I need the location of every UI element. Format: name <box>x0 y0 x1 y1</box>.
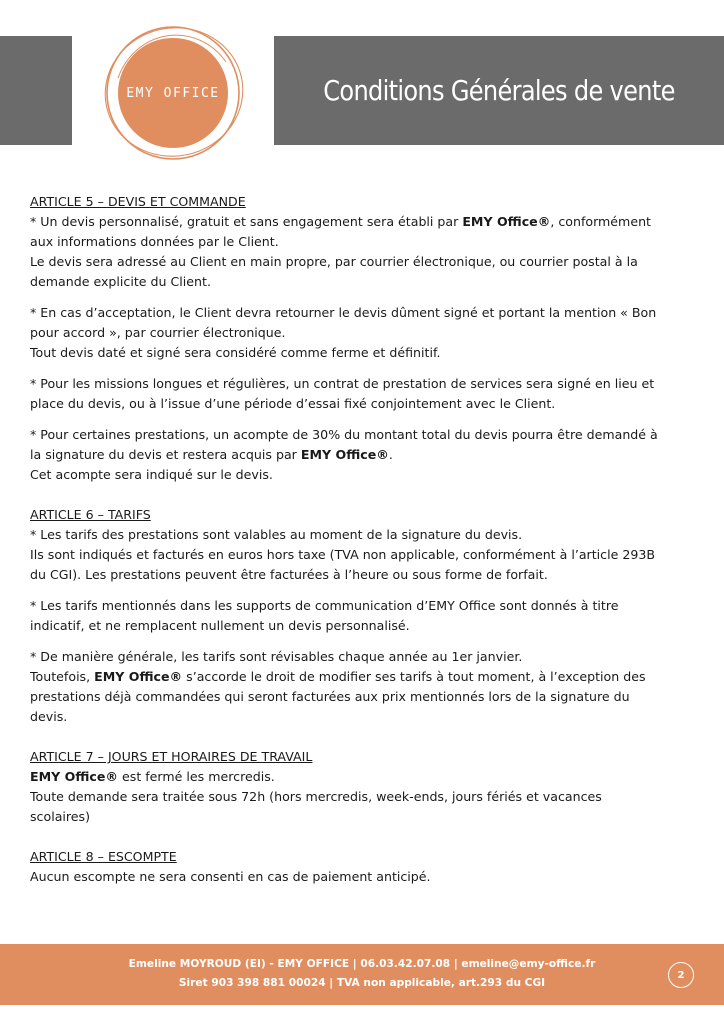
article-paragraph <box>30 374 698 414</box>
text-segment: demande explicite du Client. <box>30 274 211 289</box>
text-segment: * De manière générale, les tarifs sont révisables chaque année au 1er janvier. <box>30 649 523 664</box>
text-line <box>30 425 698 445</box>
text-segment: est fermé les mercredis. <box>118 769 275 784</box>
brand-name: EMY Office® <box>462 214 551 229</box>
text-line <box>30 303 698 323</box>
text-segment: du CGI). Les prestations peuvent être facturées à l’heure ou sous forme de forfait. <box>30 567 548 582</box>
text-segment: indicatif, et ne remplacent nullement un devis personnalisé. <box>30 618 410 633</box>
article-paragraph <box>30 596 698 636</box>
text-line <box>30 807 698 827</box>
text-line <box>30 687 698 707</box>
text-segment: devis. <box>30 709 68 724</box>
text-line <box>30 272 698 292</box>
article-section <box>30 192 698 485</box>
text-line <box>30 374 698 394</box>
text-segment: Toute demande sera traitée sous 72h (hors mercredis, week-ends, jours fériés et vacances <box>30 789 602 804</box>
text-segment: . <box>388 447 393 462</box>
article-paragraph <box>30 525 698 585</box>
article-title: ARTICLE 8 – ESCOMPTE <box>30 849 177 864</box>
text-segment: Ils sont indiqués et facturés en euros hors taxe (TVA non applicable, conformément à l’article 293B <box>30 547 656 562</box>
text-line <box>30 867 698 887</box>
text-line <box>30 565 698 585</box>
article-paragraph <box>30 425 698 485</box>
text-segment: pour accord », par courrier électronique. <box>30 325 286 340</box>
text-line <box>30 616 698 636</box>
article-paragraph <box>30 303 698 363</box>
text-line <box>30 525 698 545</box>
article-paragraph <box>30 767 698 827</box>
text-line <box>30 394 698 414</box>
text-segment: * Un devis personnalisé, gratuit et sans engagement sera établi par <box>30 214 463 229</box>
brand-name: EMY Office® <box>300 447 389 462</box>
footer-legal-line: Siret 903 398 881 00024 | TVA non applicable, art.293 du CGI <box>178 977 546 989</box>
text-segment: s’accorde le droit de modifier ses tarifs à tout moment, à l’exception des <box>182 669 646 684</box>
brand-name: EMY Office® <box>94 669 183 684</box>
article-title: ARTICLE 5 – DEVIS ET COMMANDE <box>30 194 246 209</box>
text-segment: Aucun escompte ne sera consenti en cas de paiement anticipé. <box>30 869 431 884</box>
document-title: Conditions Générales de vente <box>323 74 675 107</box>
text-segment: * En cas d’acceptation, le Client devra retourner le devis dûment signé et portant la mention « Bon <box>30 305 657 320</box>
brand-name: EMY Office® <box>30 769 118 784</box>
text-segment: place du devis, ou à l’issue d’une période d’essai fixé conjointement avec le Client. <box>30 396 556 411</box>
document-body <box>30 192 698 907</box>
text-line <box>30 212 698 232</box>
text-line <box>30 787 698 807</box>
text-line <box>30 252 698 272</box>
text-line <box>30 323 698 343</box>
logo <box>98 18 248 168</box>
text-segment: * Pour certaines prestations, un acompte de 30% du montant total du devis pourra être demandé à <box>30 427 658 442</box>
text-segment: scolaires) <box>30 809 91 824</box>
text-line <box>30 232 698 252</box>
text-segment: Toutefois, <box>30 669 95 684</box>
text-line <box>30 647 698 667</box>
text-line <box>30 707 698 727</box>
text-line <box>30 343 698 363</box>
article-section <box>30 505 698 727</box>
footer-text <box>0 955 724 993</box>
text-segment: , conformément <box>550 214 651 229</box>
article-paragraph <box>30 647 698 727</box>
text-line <box>30 445 698 465</box>
text-line <box>30 465 698 485</box>
article-title: ARTICLE 7 – JOURS ET HORAIRES DE TRAVAIL <box>30 749 313 764</box>
text-segment: * Pour les missions longues et régulières, un contrat de prestation de services sera signé en lieu et <box>30 376 655 391</box>
page-number: 2 <box>668 962 694 988</box>
text-segment: Cet acompte sera indiqué sur le devis. <box>30 467 273 482</box>
footer-contact-line: Emeline MOYROUD (EI) - EMY OFFICE | 06.03.42.07.08 | emeline@emy-office.fr <box>128 958 596 970</box>
text-segment: * Les tarifs mentionnés dans les supports de communication d’EMY Office sont donnés à titre <box>30 598 619 613</box>
text-line <box>30 767 698 787</box>
text-segment: * Les tarifs des prestations sont valables au moment de la signature du devis. <box>30 527 523 542</box>
header-band-left <box>0 36 72 145</box>
text-segment: Le devis sera adressé au Client en main propre, par courrier électronique, ou courrier postal à la <box>30 254 638 269</box>
text-segment: Tout devis daté et signé sera considéré comme ferme et définitif. <box>30 345 441 360</box>
article-paragraph <box>30 867 698 887</box>
logo-text: EMY OFFICE <box>126 85 220 101</box>
text-line <box>30 667 698 687</box>
article-title: ARTICLE 6 – TARIFS <box>30 507 151 522</box>
text-segment: la signature du devis et restera acquis par <box>30 447 301 462</box>
text-line <box>30 545 698 565</box>
text-segment: prestations déjà commandées qui seront facturées aux prix mentionnés lors de la signature du <box>30 689 630 704</box>
text-line <box>30 596 698 616</box>
article-paragraph <box>30 212 698 292</box>
text-segment: aux informations données par le Client. <box>30 234 279 249</box>
article-section <box>30 747 698 827</box>
article-section <box>30 847 698 887</box>
